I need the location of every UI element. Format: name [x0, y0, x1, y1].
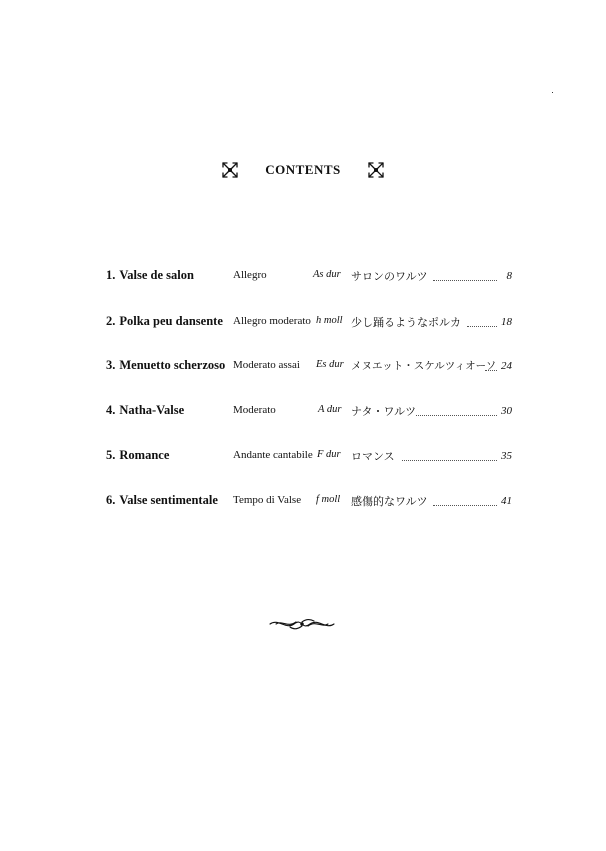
piece-title: 3. Menuetto scherzoso — [106, 358, 226, 372]
tempo-marking: Moderato assai — [233, 359, 300, 371]
page-number: 30 — [501, 405, 512, 417]
toc-row[interactable] — [0, 268, 606, 286]
dot-leader — [402, 459, 497, 461]
key-signature: As dur — [313, 269, 341, 280]
tempo-marking: Allegro moderato — [233, 315, 311, 327]
toc-row[interactable] — [0, 358, 606, 376]
scroll-flourish-icon — [268, 616, 336, 632]
piece-title: 1. Valse de salon — [106, 268, 194, 282]
dot-leader — [485, 369, 497, 371]
toc-row[interactable] — [0, 448, 606, 466]
tempo-marking: Andante cantabile — [233, 449, 313, 461]
piece-title: 6. Valse sentimentale — [106, 493, 218, 507]
japanese-title: 感傷的なワルツ — [351, 495, 428, 508]
dot-leader — [467, 325, 497, 327]
page-number: 8 — [506, 270, 512, 282]
cross-flourish-icon — [367, 161, 385, 179]
key-signature: Es dur — [316, 359, 344, 370]
contents-header — [0, 158, 606, 182]
key-signature: f moll — [316, 494, 341, 505]
japanese-title: ロマンス — [351, 450, 395, 463]
page-number: 35 — [501, 450, 512, 462]
tempo-marking: Moderato — [233, 404, 276, 416]
page-speck — [552, 92, 553, 93]
japanese-title: メヌエット・スケルツィオーソ — [351, 360, 497, 372]
toc-row[interactable] — [0, 493, 606, 511]
dot-leader — [433, 279, 497, 281]
japanese-title: 少し踊るようなポルカ — [351, 316, 461, 329]
cross-flourish-icon — [221, 161, 239, 179]
toc-row[interactable] — [0, 314, 606, 332]
key-signature: A dur — [318, 404, 342, 415]
page-number: 18 — [501, 316, 512, 328]
page-number: 24 — [501, 360, 512, 372]
toc-row[interactable] — [0, 403, 606, 421]
key-signature: h moll — [316, 315, 343, 326]
page-number: 41 — [501, 495, 512, 507]
dot-leader — [416, 414, 497, 416]
tempo-marking: Allegro — [233, 269, 267, 281]
piece-title: 5. Romance — [106, 448, 170, 462]
piece-title: 4. Natha-Valse — [106, 403, 185, 417]
japanese-title: サロンのワルツ — [351, 270, 428, 283]
key-signature: F dur — [317, 449, 341, 460]
page-title: CONTENTS — [265, 162, 341, 177]
dot-leader — [433, 504, 497, 506]
japanese-title: ナタ・ワルツ — [351, 405, 417, 418]
tempo-marking: Tempo di Valse — [233, 494, 302, 506]
piece-title: 2. Polka peu dansente — [106, 314, 223, 328]
